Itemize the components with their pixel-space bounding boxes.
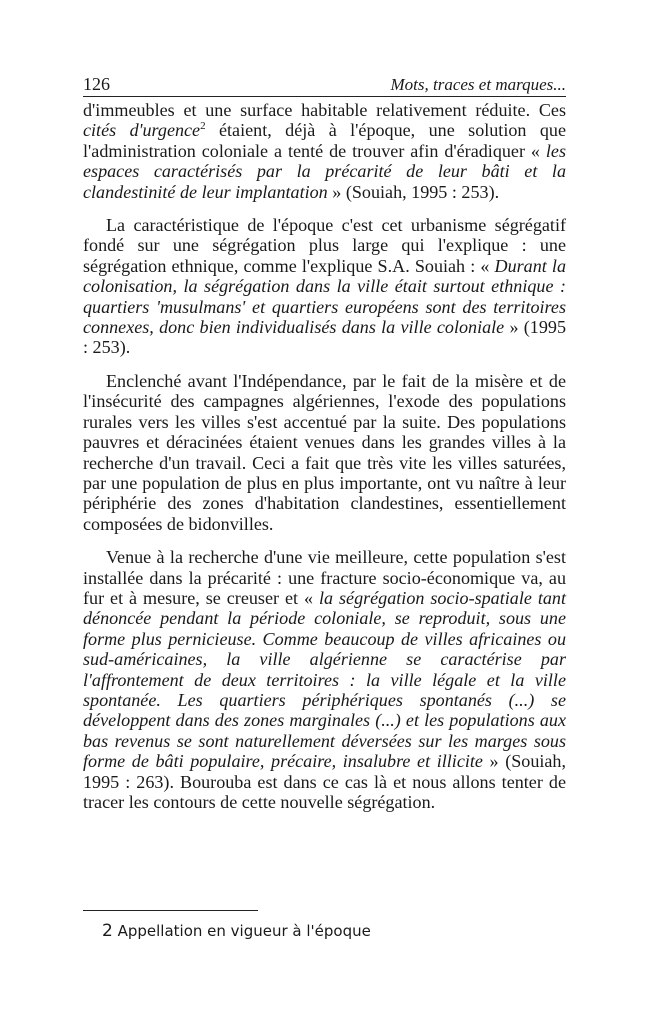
paragraph-2-text-a: La caractéristique de l'époque c'est cet urbanisme ségrégatif fondé sur une ségrégation plus large qui l'explique : une ségrégation ethnique, comme l'explique S.A. Souiah : « bbox=[83, 215, 566, 276]
paragraph-4 bbox=[83, 547, 566, 812]
paragraph-2-quote: Durant la colonisation, la ségrégation dans la ville était surtout ethnique : quartiers 'musulmans' et quartiers européens sont des territoires connexes, donc bien individualisés dans la ville coloniale bbox=[83, 255, 566, 338]
paragraph-4-quote: la ségrégation socio-spatiale tant dénoncée pendant la période coloniale, se reproduit, sous une forme plus pernicieuse. Comme beaucoup de villes africaines ou sud-américaines, la ville algérienne se caractérise par l'affrontement de deux territoires : la ville légale et la ville spontanée. Les quartiers périphériques spontanés (...) se développent dans des zones marginales (...) et les populations aux bas revenus se sont naturellement déversées sur les marges sous forme de bâti populaire, précaire, insalubre et illicite bbox=[83, 587, 566, 772]
footnote-number: 2 bbox=[102, 921, 113, 941]
page-number: 126 bbox=[83, 74, 110, 94]
paragraph-1-quote: les espaces caractérisés par la précarité de leur bâti et la clandestinité de leur implantation bbox=[83, 140, 566, 202]
running-title: Mots, traces et marques... bbox=[390, 75, 566, 94]
page-header bbox=[83, 72, 566, 97]
paragraph-3: Enclenché avant l'Indépendance, par le fait de la misère et de l'insécurité des campagnes algériennes, l'exode des populations rurales vers les villes s'est accentué par la suite. Des populations pauvres et déracinées étaient venues dans les grandes villes à la recherche d'un travail. Ceci a fait que très vite les villes saturées, par une population de plus en plus importante, ont vu naître à leur périphérie des zones d'habitation clandestines, essentiellement composées de bidonvilles. bbox=[83, 370, 566, 534]
body-text bbox=[83, 100, 566, 825]
paragraph-1-text-a: d'immeubles et une surface habitable relativement réduite. Ces bbox=[83, 100, 566, 120]
footnote bbox=[102, 921, 542, 941]
paragraph-1 bbox=[83, 100, 566, 202]
footnote-text: Appellation en vigueur à l'époque bbox=[117, 922, 371, 940]
paragraph-1-italic-term: cités d'urgence bbox=[83, 120, 201, 141]
footnote-divider bbox=[83, 910, 258, 911]
paragraph-1-text-c: étaient, déjà à l'époque, une solution que l'administration coloniale a tenté de trouver afin d'éradiquer « bbox=[83, 120, 566, 161]
paragraph-2-citation: » (1995 : 253). bbox=[83, 317, 566, 358]
paragraph-4-citation: » (Souiah, 1995 : 263). Bourouba est dans ce cas là et nous allons tenter de tracer les contours de cette nouvelle ségrégation. bbox=[83, 751, 567, 812]
footnote-reference: 2 bbox=[200, 120, 206, 133]
paragraph-2 bbox=[83, 215, 566, 358]
paragraph-1-citation: » (Souiah, 1995 : 253). bbox=[327, 181, 500, 202]
paragraph-4-text-a: Venue à la recherche d'une vie meilleure, cette population s'est installée dans la précarité : une fracture socio-économique va, au fur et à mesure, se creuser et « bbox=[83, 547, 566, 608]
